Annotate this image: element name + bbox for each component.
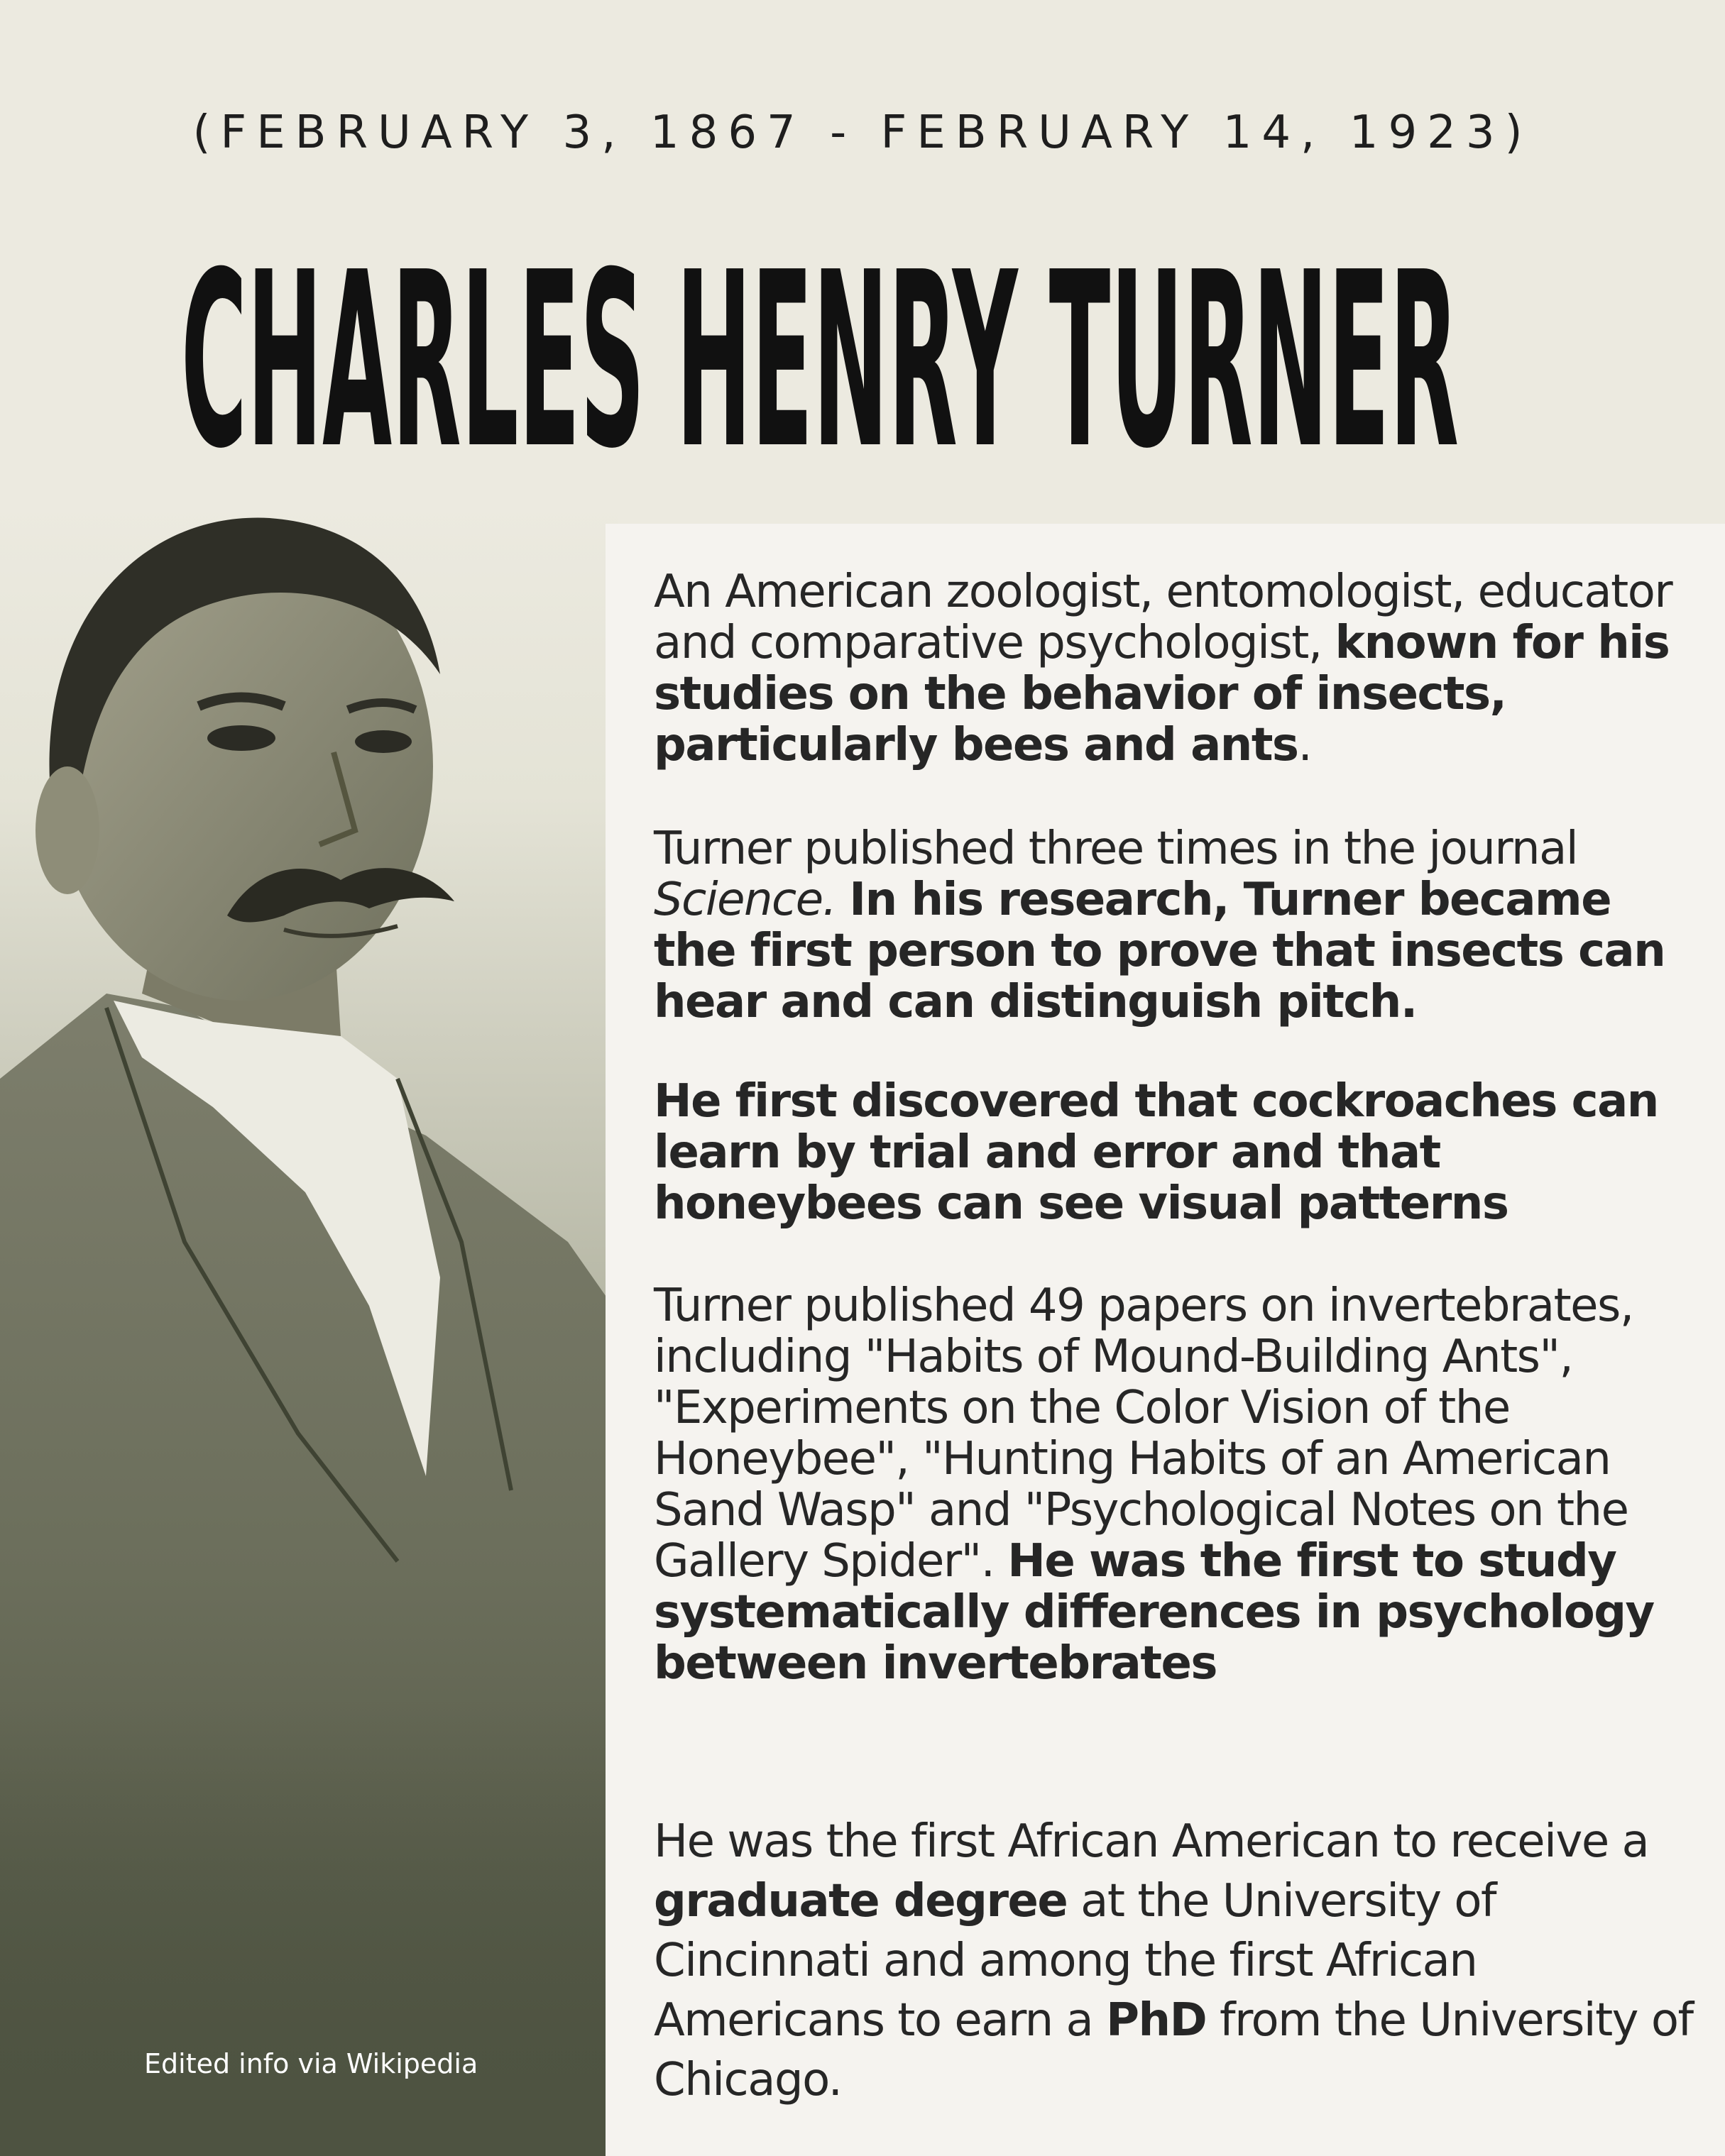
bio-paragraph-discoveries: [654, 1076, 1701, 1229]
education-text-2: at the University of Cincinnati and among the first African Americans to earn a: [654, 1875, 1496, 2047]
journal-name: Science.: [654, 874, 836, 926]
papers-text: Turner published 49 papers on invertebrates, including "Habits of Mound-Building Ants", "Experiments on the Color Vision of the Honeybee", "Hunting Habits of an American Sand Wasp" and "Psychological Notes on the Gallery Spider".: [654, 1280, 1633, 1588]
graduate-degree: graduate degree: [654, 1875, 1068, 1927]
education-text-3: from the University of Chicago.: [654, 1994, 1693, 2106]
science-text: Turner published three times in the journal: [654, 823, 1578, 875]
bio-panel: [606, 524, 1725, 2156]
intro-highlight: known for his studies on the behavior of insects, particularly bees and ants: [654, 617, 1670, 771]
page-title: [181, 213, 1459, 483]
bio-paragraph-education: [654, 1812, 1701, 2110]
papers-highlight: He was the first to study systematically differences in psychology between invertebrates: [654, 1535, 1654, 1690]
bio-paragraph-intro: [654, 566, 1701, 771]
education-text-1: He was the first African American to receive a: [654, 1815, 1649, 1868]
bio-paragraph-papers: [654, 1280, 1701, 1689]
portrait-photo: [0, 497, 618, 2156]
page-title-text: CHARLES HENRY TURNER: [181, 221, 1459, 483]
phd: PhD: [1106, 1994, 1207, 2047]
science-highlight: In his research, Turner became the first person to prove that insects can hear and can distinguish pitch.: [654, 874, 1665, 1028]
life-dates: (FEBRUARY 3, 1867 - FEBRUARY 14, 1923): [192, 106, 1533, 159]
intro-text: An American zoologist, entomologist, educator and comparative psychologist,: [654, 566, 1672, 669]
discoveries-highlight: He first discovered that cockroaches can learn by trial and error and that honeybees can see visual patterns: [654, 1075, 1658, 1230]
photo-credit: Edited info via Wikipedia: [144, 2048, 478, 2079]
intro-period: .: [1298, 719, 1312, 771]
bio-paragraph-science: [654, 823, 1701, 1028]
